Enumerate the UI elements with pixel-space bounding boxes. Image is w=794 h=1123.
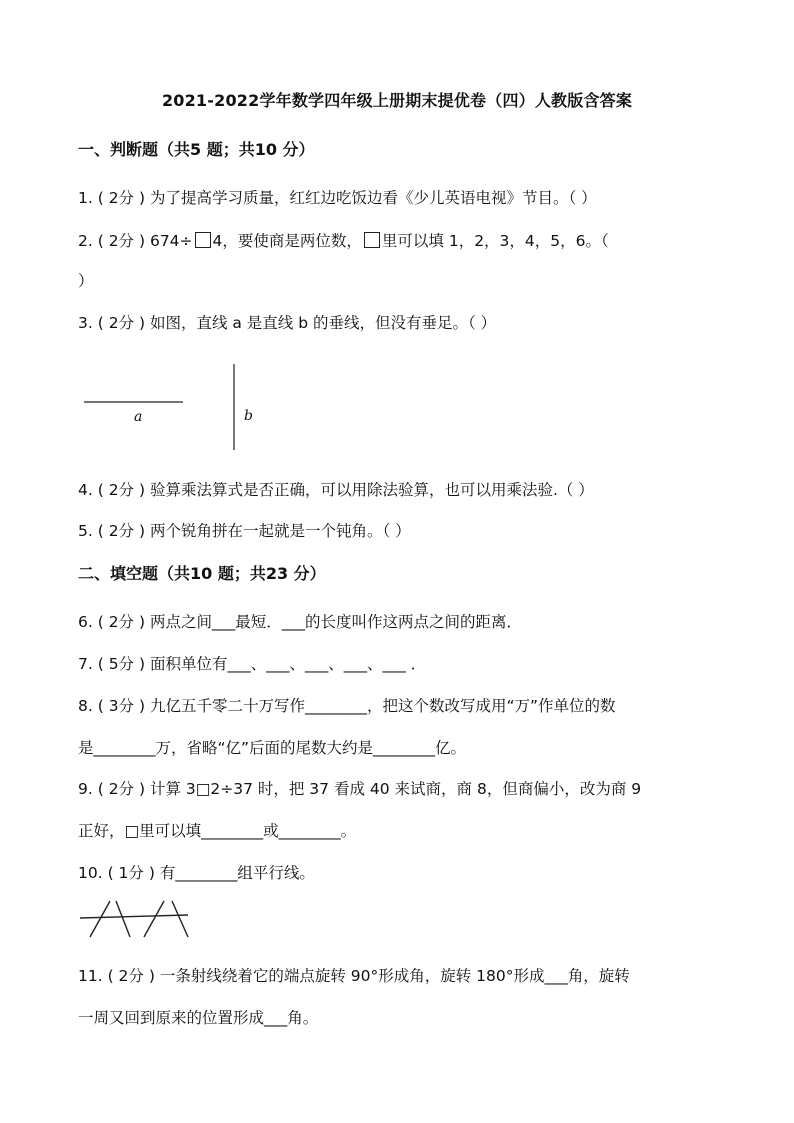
label-b: b	[244, 408, 253, 424]
slanted-line-2	[116, 901, 130, 937]
question-2-suffix: 里可以填 1，2，3，4，5，6。（	[381, 232, 609, 250]
question-3: 3. ( 2分 ) 如图，直线 a 是直线 b 的垂线，但没有垂足。（ ）	[78, 314, 497, 332]
parallel-lines-diagram	[78, 897, 198, 943]
question-4: 4. ( 2分 ) 验算乘法算式是否正确，可以用除法验算，也可以用乘法验.（ ）	[78, 481, 594, 499]
figure-lines-a-b	[84, 360, 274, 455]
horizontal-line	[80, 915, 188, 918]
question-2-mid: 4，要使商是两位数，	[212, 232, 362, 250]
label-a: a	[134, 409, 143, 425]
section-heading-fill-in: 二、填空题（共10 题；共23 分）	[78, 564, 326, 583]
figure-parallel-lines	[78, 897, 198, 943]
question-11-line-1: 11. ( 2分 ) 一条射线绕着它的端点旋转 90°形成角，旋转 180°形成___角，旋转	[78, 967, 630, 985]
question-11-line-2: 一周又回到原来的位置形成___角。	[78, 1009, 319, 1027]
question-2-continuation: ）	[78, 272, 94, 290]
question-8-line-1: 8. ( 3分 ) 九亿五千零二十万写作________，把这个数改写成用“万”作单位的数	[78, 697, 616, 715]
question-9-line-1: 9. ( 2分 ) 计算 3□2÷37 时，把 37 看成 40 来试商，商 8，但商偏小，改为商 9	[78, 780, 642, 798]
blank-box-icon	[364, 232, 380, 248]
blank-box-icon	[195, 232, 211, 248]
slanted-line-3	[144, 901, 164, 937]
question-7: 7. ( 5分 ) 面积单位有___、___、___、___、___ ．	[78, 655, 427, 673]
slanted-line-1	[90, 901, 110, 937]
section-heading-judgement: 一、判断题（共5 题；共10 分）	[78, 140, 315, 159]
question-5: 5. ( 2分 ) 两个锐角拼在一起就是一个钝角。（ ）	[78, 522, 411, 540]
question-10: 10. ( 1分 ) 有________组平行线。	[78, 864, 315, 882]
question-2	[78, 229, 609, 251]
page-title: 2021-2022学年数学四年级上册期末提优卷（四）人教版含答案	[161, 91, 633, 110]
question-9-line-2: 正好，□里可以填________或________。	[78, 822, 357, 840]
question-2-prefix: 2. ( 2分 ) 674÷	[78, 232, 193, 250]
question-8-line-2: 是________万，省略“亿”后面的尾数大约是________亿。	[78, 739, 467, 757]
slanted-line-4	[172, 901, 188, 937]
question-6: 6. ( 2分 ) 两点之间___最短．___的长度叫作这两点之间的距离．	[78, 613, 522, 631]
question-1: 1. ( 2分 ) 为了提高学习质量，红红边吃饭边看《少儿英语电视》节目。（ ）	[78, 189, 597, 207]
